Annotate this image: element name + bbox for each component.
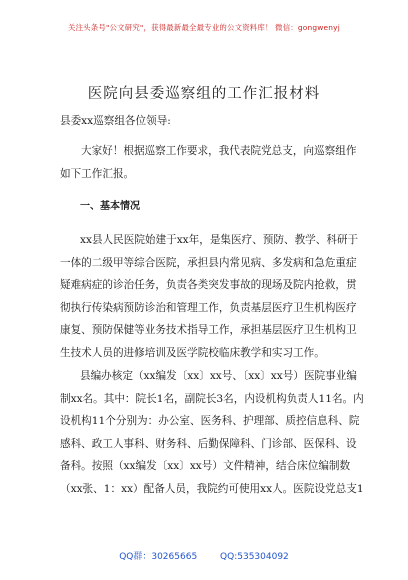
salutation: [60, 110, 360, 133]
basic-info-paragraph-1: [60, 229, 360, 364]
qq-number-text: QQ:535304092: [220, 552, 289, 562]
paragraph-line: 县编办核定（xx编发〔xx〕xx号、〔xx〕xx号）医院事业编: [80, 370, 357, 382]
paragraph-line: （xx张、1：xx）配备人员，我院约可使用xx人。医院设党总支1: [60, 482, 364, 495]
paragraph-line: xx县人民医院始建于xx年，是集医疗、预防、教学、科研于: [80, 234, 359, 246]
salutation-line: 县委xx巡察组各位领导:: [60, 115, 171, 127]
section-heading: 一、基本情况: [80, 201, 140, 212]
paragraph-line: 康复、预防保健等业务技术指导工作，承担基层医疗卫生机构卫: [60, 324, 357, 336]
paragraph-line: 设机构11个分别为：办公室、医务科、护理部、质控信息科、院: [60, 415, 360, 427]
intro-line: 大家好！根据巡察工作要求，我代表院党总支，向巡察组作: [81, 145, 357, 157]
intro-line: 如下工作汇报。: [60, 167, 135, 180]
paragraph-line: 彻执行传染病预防诊治和管理工作，负责基层医疗卫生机构医疗: [60, 301, 357, 314]
intro-paragraph: [60, 140, 360, 185]
promo-banner: 关注头条号"公文研究"，获得最新最全最专业的公文资料库！ 微信：gongwenyj: [68, 23, 340, 32]
document-title: 医院向县委巡察组的工作汇报材料: [87, 86, 321, 102]
contact-footer: [0, 549, 408, 562]
paragraph-line: 感科、政工人事科、财务科、后勤保障科、门诊部、医保科、设: [60, 437, 357, 450]
paragraph-line: 生技术人员的进修培训及医学院校临床教学和实习工作。: [60, 346, 325, 359]
basic-info-paragraph-2: [60, 365, 364, 500]
paragraph-line: 制xx名。其中：院长1名，副院长3名，内设机构负责人11名。内: [60, 392, 364, 405]
qq-group-text: QQ群：30265665: [119, 552, 198, 562]
paragraph-line: 备科。按照（xx编发〔xx〕xx号）文件精神，结合床位编制数: [60, 460, 351, 472]
paragraph-line: 疑难病症的诊治任务，负责各类突发事故的现场及院内抢救，贯: [60, 279, 357, 291]
paragraph-line: 一体的二级甲等综合医院，承担县内常见病、多发病和急危重症: [60, 256, 357, 269]
